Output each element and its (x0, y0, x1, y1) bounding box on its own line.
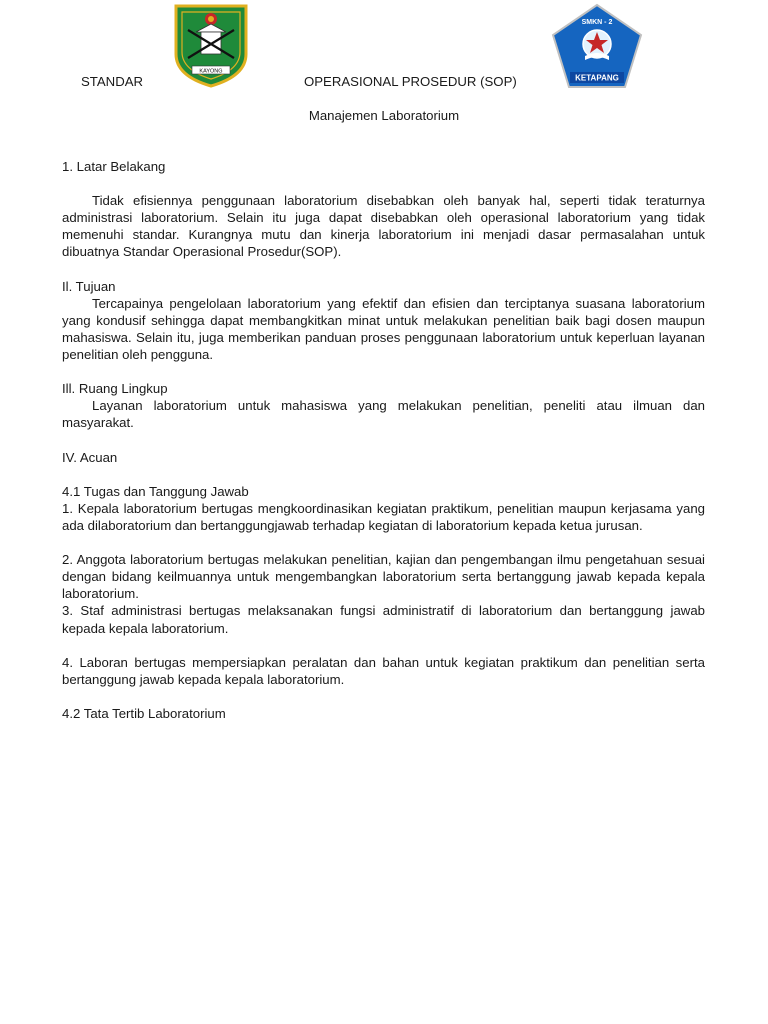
list-item-tugas-3: 3. Staf administrasi bertugas melaksanakan fungsi administratif di laboratorium dan bertanggung jawab kepada kepala laboratorium. (62, 603, 705, 636)
header-left-text: STANDAR (81, 74, 144, 89)
section-heading-latar: 1. Latar Belakang (62, 159, 166, 174)
list-item-tugas-4: 4. Laboran bertugas mempersiapkan peralatan dan bahan untuk kegiatan praktikum dan penelitian serta bertanggung jawab kepada kepala laboratorium. (62, 654, 705, 687)
list-item-tugas-1: 1. Kepala laboratorium bertugas mengkoordinasikan kegiatan praktikum, penelitian maupun kerjasama yang ada dilaboratorium dan bertanggungjawab terhadap kegiatan di laboratorium kepada ketua jurusan. (62, 500, 705, 533)
list-item-tugas-2: 2. Anggota laboratorium bertugas melakukan penelitian, kajian dan pengembangan ilmu pengetahuan sesuai dengan bidang keilmuannya untuk mengembangkan laboratorium serta bertanggung jawab kepada kepala laboratorium. (62, 552, 705, 602)
kayong-shield-logo (172, 2, 250, 88)
section-heading-tujuan: Il. Tujuan (62, 278, 116, 294)
section-heading-acuan: IV. Acuan (62, 449, 118, 465)
right-logo-bottom-text: KETAPANG (575, 73, 619, 83)
section-heading-ruang-lingkup: Ill. Ruang Lingkup (62, 381, 168, 397)
document-body (62, 158, 705, 722)
paragraph-ruang-lingkup: Layanan laboratorium untuk mahasiswa yang melakukan penelitian, peneliti atau ilmuan dan masyarakat. (62, 398, 705, 431)
header-right-text: OPERASIONAL PROSEDUR (SOP) (304, 74, 517, 89)
paragraph-tujuan: Tercapainya pengelolaan laboratorium yang efektif dan efisien dan terciptanya suasana laboratorium yang kondusif sehingga dapat membangkitkan minat untuk melakukan penelitian baik bagi dosen maupun mahasiswa. Selain itu, juga memberikan panduan proses penggunaan laboratorium untuk keperluan layanan penelitian oleh pengguna. (62, 295, 705, 363)
right-logo-top-text: SMKN - 2 (581, 19, 613, 26)
section-heading-tugas: 4.1 Tugas dan Tanggung Jawab (62, 483, 249, 499)
smkn-2-ketapang-logo (550, 2, 644, 90)
left-logo-text: KAYONG (199, 68, 223, 75)
paragraph-latar: Tidak efisiennya penggunaan laboratorium disebabkan oleh banyak hal, seperti tidak teraturnya administrasi laboratorium. Selain itu juga dapat disebabkan oleh operasional laboratorium yang tidak memenuhi standar. Kurangnya mutu dan kinerja laboratorium ini menjadi dasar permasalahan untuk dibuatnya Standar Operasional Prosedur(SOP). (62, 193, 705, 260)
document-subtitle: Manajemen Laboratorium (308, 108, 460, 123)
section-heading-tata-tertib: 4.2 Tata Tertib Laboratorium (62, 706, 226, 721)
